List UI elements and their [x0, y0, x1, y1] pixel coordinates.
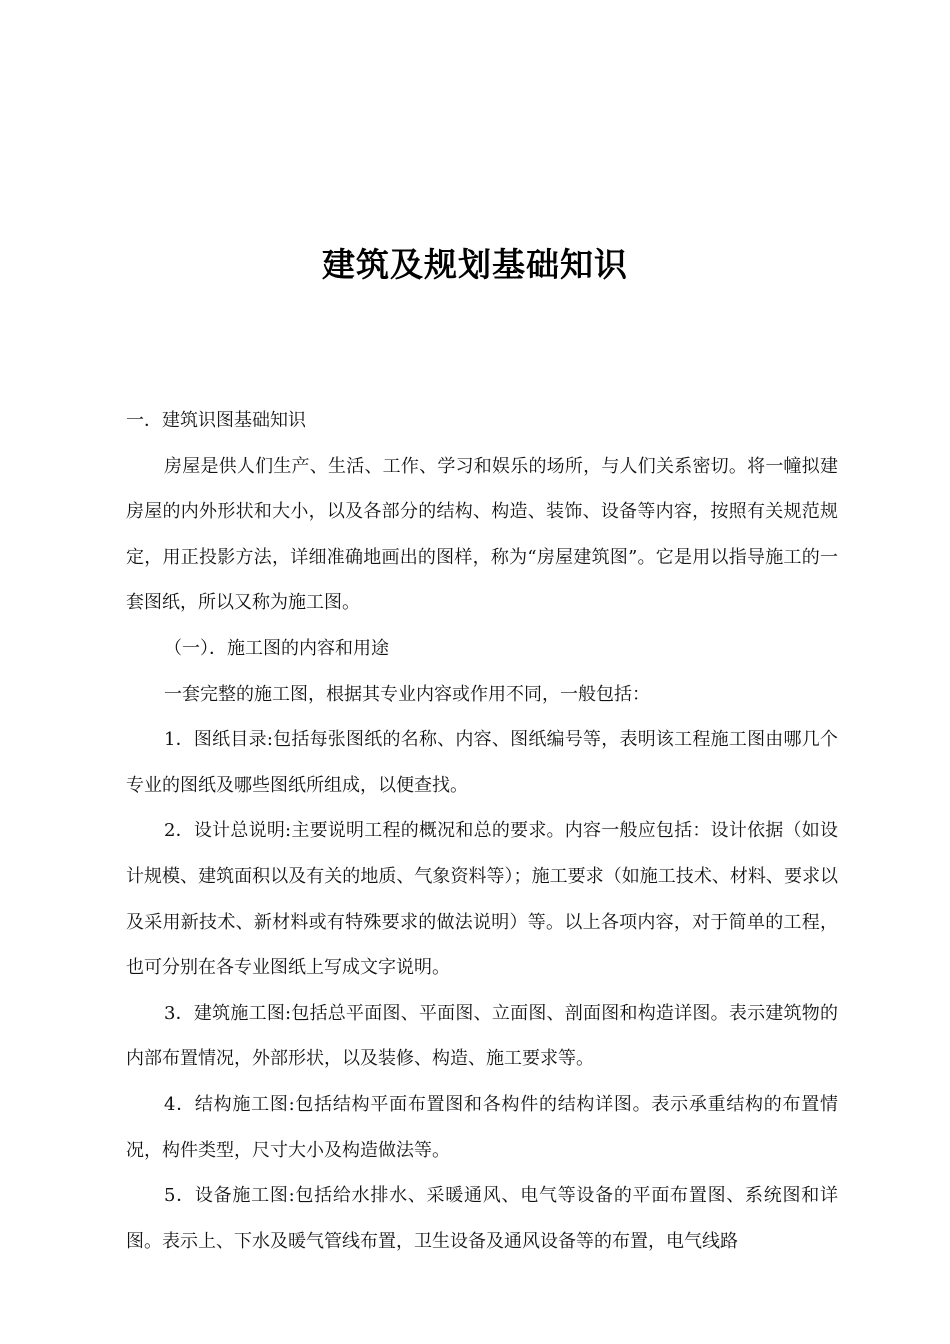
list-item: 1．图纸目录:包括每张图纸的名称、内容、图纸编号等，表明该工程施工图由哪几个专业的图纸及哪些图纸所组成，以便查找。	[126, 729, 838, 796]
list-item: 3．建筑施工图:包括总平面图、平面图、立面图、剖面图和构造详图。表示建筑物的内部布置情况，外部形状，以及装修、构造、施工要求等。	[126, 1002, 838, 1070]
list-item: 4．结构施工图:包括结构平面布置图和各构件的结构详图。表示承重结构的布置情况，构件类型，尺寸大小及构造做法等。	[126, 1093, 838, 1161]
document-title: 建筑及规划基础知识	[322, 245, 628, 284]
lead-paragraph: 一套完整的施工图，根据其专业内容或作用不同，一般包括：	[164, 683, 650, 705]
document-body	[126, 398, 838, 1264]
section-heading: 一．建筑识图基础知识	[126, 410, 306, 431]
list-item: 5．设备施工图:包括给水排水、采暖通风、电气等设备的平面布置图、系统图和详图。表示上、下水及暖气管线布置，卫生设备及通风设备等的布置，电气线路	[126, 1185, 838, 1252]
subsection-heading: （一）．施工图的内容和用途	[164, 637, 389, 659]
list-item: 2．设计总说明:主要说明工程的概况和总的要求。内容一般应包括：设计依据（如设计规模、建筑面积以及有关的地质、气象资料等）；施工要求（如施工技术、材料、要求以及采用新技术、新材料或有特殊要求的做法说明）等。以上各项内容，对于简单的工程，也可分别在各专业图纸上写成文字说明。	[126, 820, 838, 979]
intro-paragraph: 房屋是供人们生产、生活、工作、学习和娱乐的场所，与人们关系密切。将一幢拟建房屋的内外形状和大小，以及各部分的结构、构造、装饰、设备等内容，按照有关规范规定，用正投影方法，详细准确地画出的图样，称为“房屋建筑图”。它是用以指导施工的一套图纸，所以又称为施工图。	[126, 455, 838, 614]
